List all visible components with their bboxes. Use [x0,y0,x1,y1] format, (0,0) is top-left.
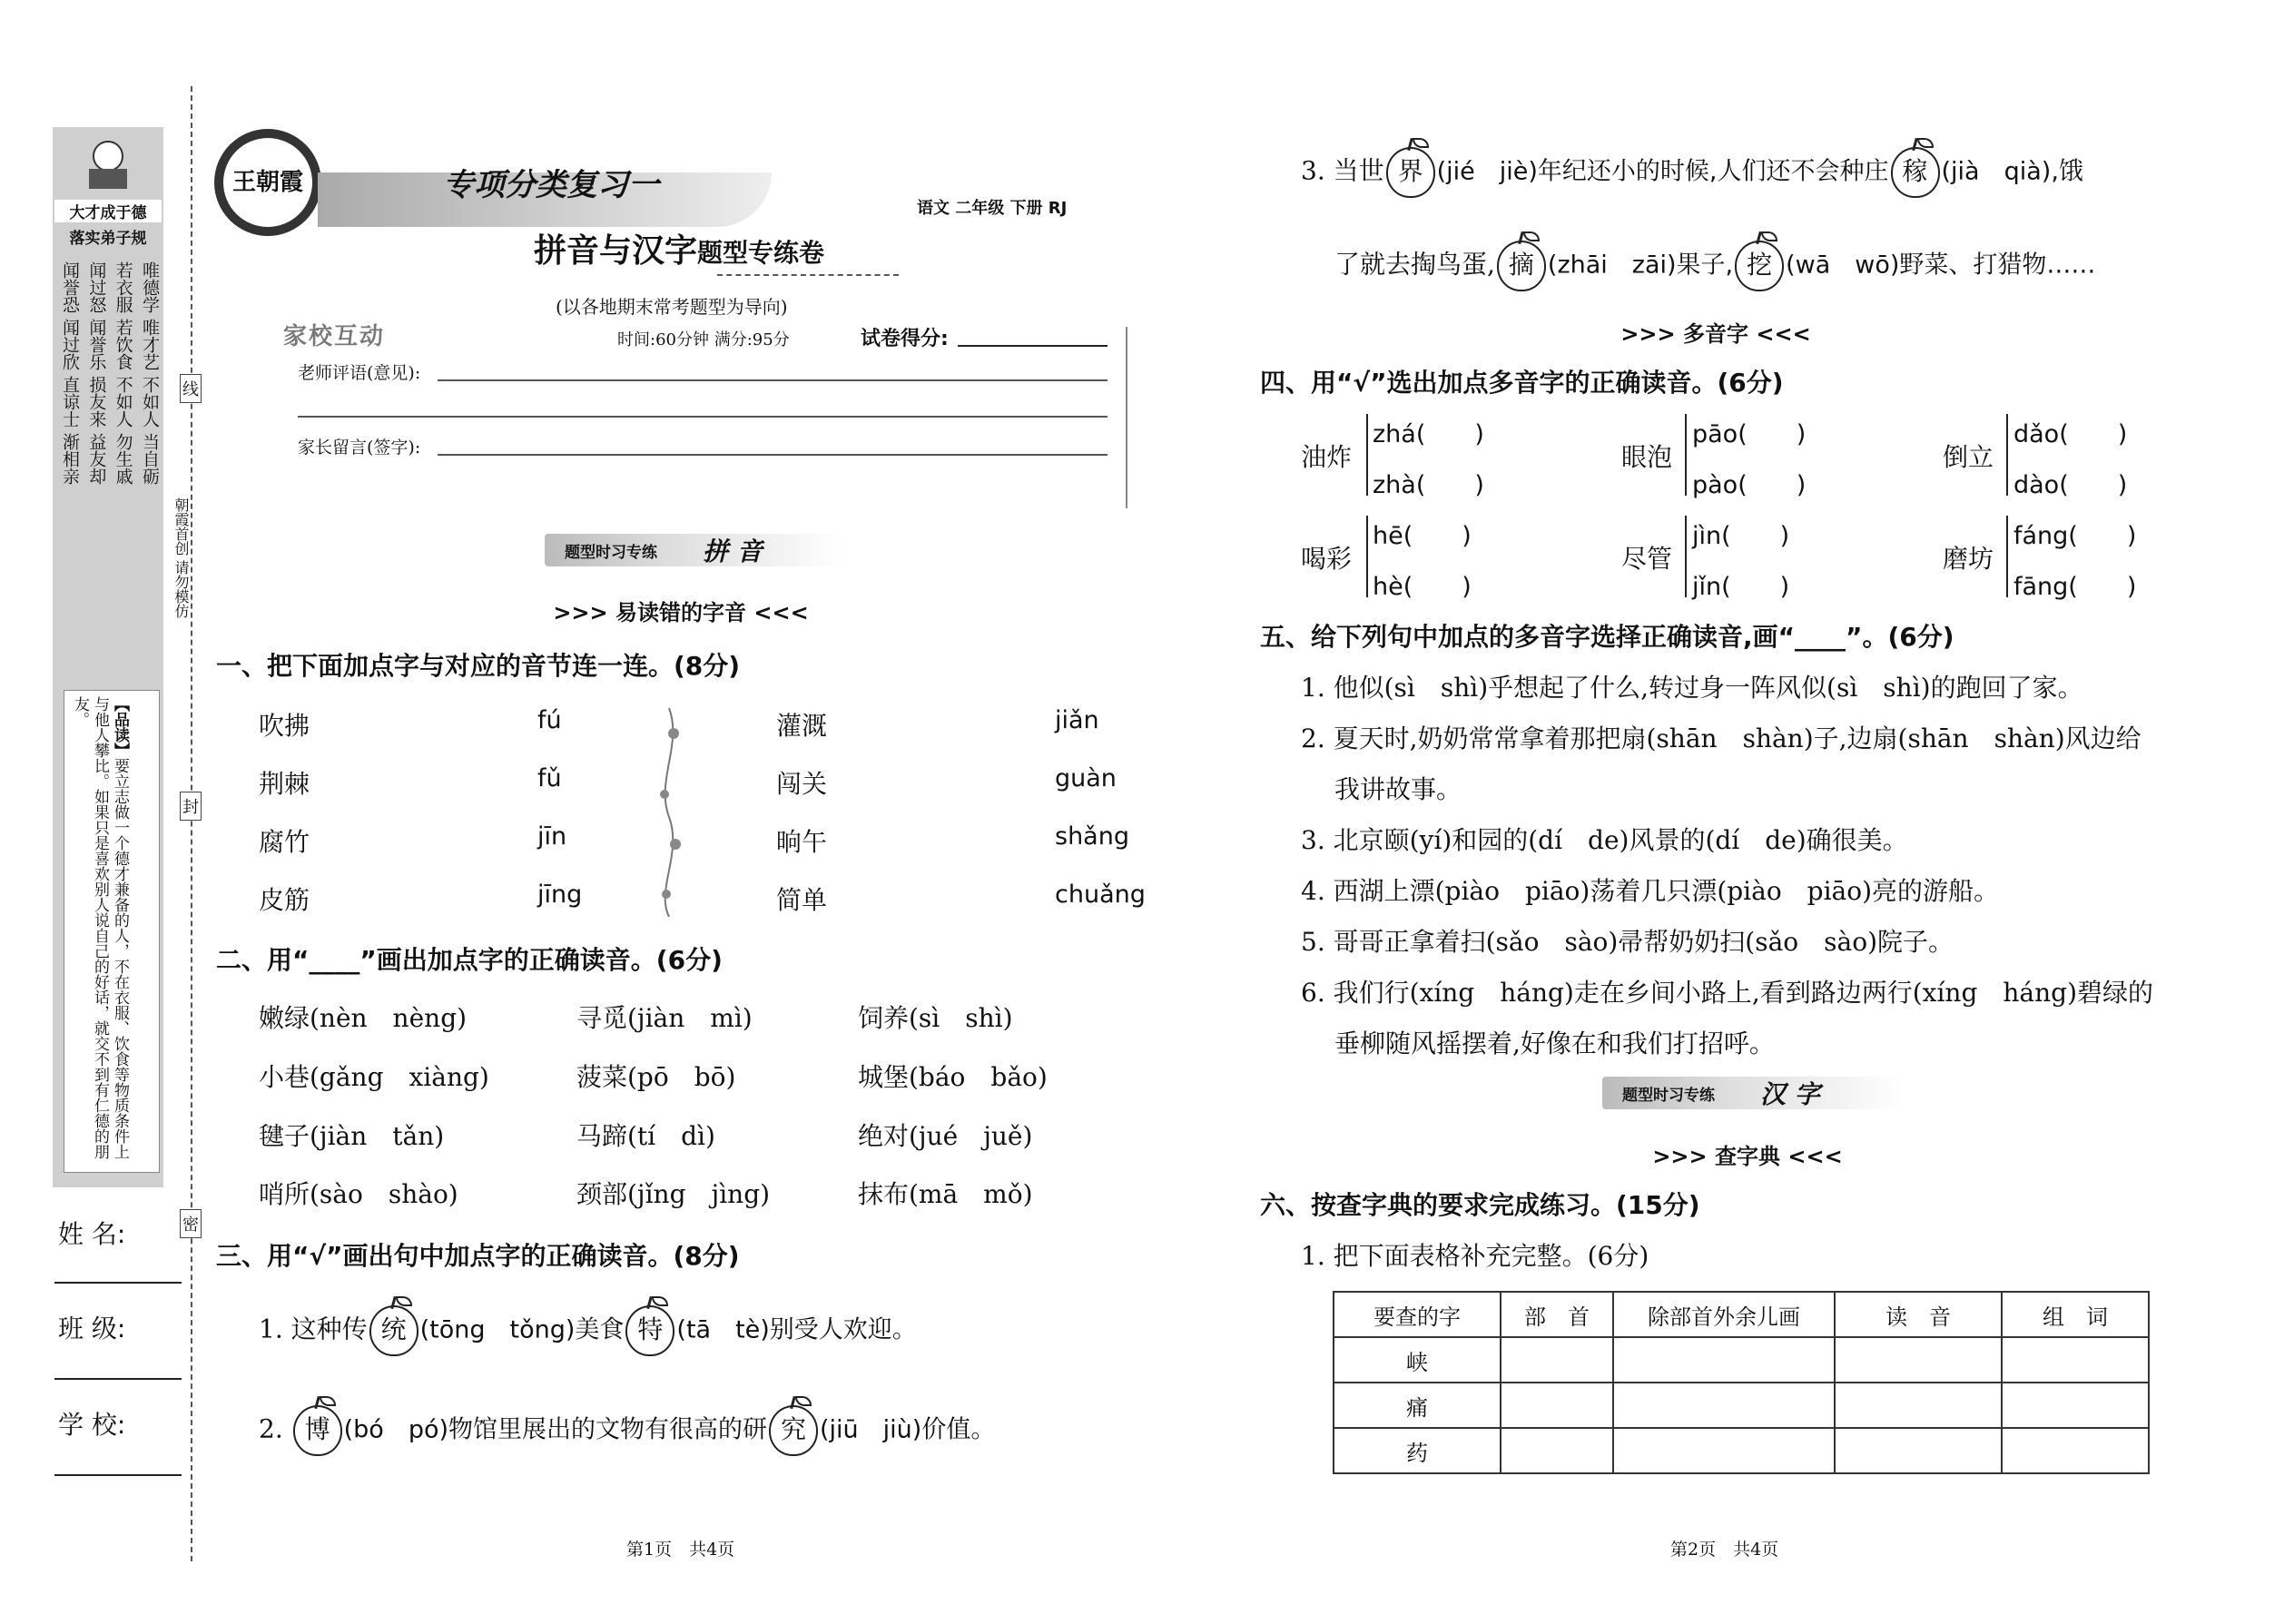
dictionary-table [1333,1291,2150,1474]
table-header: 除部首外余儿画 [1613,1292,1835,1337]
table-cell[interactable] [1835,1337,2002,1383]
q2-item[interactable]: 毽子(jiàn tǎn) [259,1121,445,1151]
q2-item[interactable]: 马蹄(tí dì) [576,1121,715,1151]
mascot-avatar [71,136,145,192]
question-6: 六、按查字典的要求完成练习。(15分) [1260,1190,1700,1220]
school-label: 学 校: [58,1410,126,1440]
score-field[interactable] [958,345,1108,347]
q4-word: 尽管 [1621,544,1673,574]
table-header: 要查的字 [1334,1292,1501,1337]
q1-left-word: 皮筋 [259,885,310,915]
q4-brace [2006,414,2008,496]
vine-divider [655,708,683,920]
q1-left-pinyin[interactable]: fú [537,706,562,734]
parent-label: 家长留言(签字): [298,438,421,458]
table-cell[interactable] [1613,1337,1835,1383]
table-cell[interactable] [1835,1428,2002,1473]
q1-left-word: 吹拂 [259,711,310,741]
sidebar-reading [64,690,160,1173]
brand-vertical: 朝霞首创 请勿模仿 [172,497,190,619]
header-frame-line [1126,327,1127,508]
q1-right-pinyin[interactable]: chuǎng [1055,881,1146,909]
banner-label: 题型时习专练 [1622,1086,1715,1105]
q5-line[interactable]: 1. 他似(sì shì)乎想起了什么,转过身一阵风似(sì shì)的跑回了家。 [1301,673,2083,703]
parent-line[interactable] [438,454,1108,456]
poem-col: 直谅士 [60,376,80,428]
q5-line[interactable]: 4. 西湖上漂(piào piāo)荡着几只漂(piào piāo)亮的游船。 [1301,876,2000,906]
poem-col: 不如人 [113,376,133,428]
q4-option[interactable]: hè( ) [1373,573,1472,601]
apple-char: 摘 [1497,241,1546,291]
q2-item[interactable]: 抹布(mā mǒ) [858,1179,1033,1209]
poem-col: 闻誉乐 [86,319,107,370]
q4-option[interactable]: zhà( ) [1373,471,1484,499]
table-cell[interactable] [2002,1428,2149,1473]
q5-line[interactable]: 5. 哥哥正拿着扫(sǎo sào)帚帮奶奶扫(sǎo sào)院子。 [1301,927,1954,957]
title-main: 拼音与汉字 [534,232,698,270]
class-field[interactable] [54,1378,182,1380]
name-label: 姓 名: [58,1219,126,1249]
table-header: 部 首 [1501,1292,1613,1337]
q4-brace [1685,414,1687,496]
poem-col: 当自砺 [139,433,160,485]
poem-col: 勿生戚 [113,433,133,485]
apple-char: 界 [1386,147,1435,198]
header-meta: 语文 二年级 下册 RJ [917,199,1068,218]
q4-option[interactable]: dào( ) [2013,471,2128,499]
logo-text: 王朝霞 [223,138,312,227]
q1-left-word: 腐竹 [259,827,310,857]
reading-text: 要立志做一个德才兼备的人，不在衣服、饮食等物质条件上与他人攀比。如果只是喜欢别人说自己的好话，就交不到有仁德的朋友。 [71,696,129,1159]
teacher-line-1[interactable] [438,379,1108,381]
q1-right-pinyin[interactable]: shǎng [1055,822,1129,851]
school-field[interactable] [54,1474,182,1476]
logo-seal [214,129,321,236]
q3-sentence-3: 3. 当世 界 (jié jiè)年纪还小的时候,人们还不会种庄 稼 (jià qià),饿 [1301,147,2083,198]
q1-right-word: 简单 [776,885,828,915]
table-header: 组 词 [2002,1292,2149,1337]
q4-brace [1366,414,1368,496]
table-cell[interactable] [1501,1337,1613,1383]
q5-line[interactable]: 3. 北京颐(yí)和园的(dí de)风景的(dí de)确很美。 [1301,825,1908,855]
q2-item[interactable]: 颈部(jǐng jìng) [576,1179,771,1209]
q4-option[interactable]: pāo( ) [1692,420,1807,448]
poem-col: 损友来 [86,376,107,428]
q4-word: 磨坊 [1943,544,1994,574]
q3-sentence-1: 1. 这种传 统 (tōng tǒng)美食 特 (tā tè)别受人欢迎。 [259,1305,917,1356]
time-text: 时间:60分钟 满分:95分 [617,330,790,349]
q2-item[interactable]: 菠菜(pō bō) [576,1062,736,1092]
q4-brace [2006,516,2008,597]
q2-item[interactable]: 城堡(báo bǎo) [858,1062,1048,1092]
cut-mark: 密 [180,1209,202,1238]
q1-right-word: 灌溉 [776,711,828,741]
q4-option[interactable]: pào( ) [1692,471,1807,499]
q2-item[interactable]: 绝对(jué juě) [858,1121,1033,1151]
q1-left-pinyin[interactable]: jīn [537,822,567,851]
poem-col: 益友却 [86,433,107,485]
q1-left-pinyin[interactable]: jīng [537,881,583,909]
class-label: 班 级: [58,1314,126,1343]
table-header-row [1334,1292,2149,1337]
sidebar-poem [60,261,160,688]
heart-vine-icon [655,708,683,917]
q4-option[interactable]: zhá( ) [1373,420,1484,448]
title-suffix: 题型专练卷 [697,238,825,268]
banner-label: 题型时习专练 [565,543,657,562]
section-banner-pinyin [545,534,844,566]
sidebar-motto-2: 落实弟子规 [69,230,147,248]
q5-line: 垂柳随风摇摆着,好像在和我们打招呼。 [1334,1029,1775,1058]
title-underline [717,274,899,276]
section-banner-hanzi [1602,1077,1902,1109]
subsection-easy-misread: >>> 易读错的字音 <<< [553,600,809,625]
banner-title: 拼 音 [703,536,763,566]
apple-char: 特 [625,1305,674,1356]
series-title: 专项分类复习一 [443,167,659,203]
q5-line[interactable]: 6. 我们行(xíng háng)走在乡间小路上,看到路边两行(xíng háng)碧绿的 [1301,978,2153,1008]
table-row [1334,1337,2149,1383]
q4-option[interactable]: dǎo( ) [2013,420,2128,448]
poem-col: 唯才艺 [139,319,160,370]
table-char: 痛 [1334,1383,1501,1428]
poem-col: 闻誉恐 [60,261,80,313]
q1-right-word: 晌午 [776,827,828,857]
home-school-label: 家校互动 [283,323,386,350]
table-cell[interactable] [1835,1383,2002,1428]
q4-word: 喝彩 [1301,544,1353,574]
table-cell[interactable] [1613,1383,1835,1428]
name-field[interactable] [54,1282,182,1284]
apple-char: 究 [769,1405,818,1456]
cut-mark: 线 [180,374,202,403]
q3-sentence-2: 2. 博 (bó pó)物馆里展出的文物有很高的研 究 (jiū jiù)价值。 [259,1405,995,1456]
score-label: 试卷得分: [861,328,949,350]
table-cell[interactable] [1501,1383,1613,1428]
question-2: 二、用“____”画出加点字的正确读音。(6分) [216,945,723,975]
q4-option[interactable]: jǐn( ) [1692,573,1790,601]
q4-word: 倒立 [1943,442,1994,472]
table-char: 峡 [1334,1337,1501,1383]
q4-option[interactable]: fáng( ) [2013,522,2137,550]
subsection-polyphone: >>> 多音字 <<< [1620,321,1811,347]
apple-char: 统 [369,1305,418,1356]
question-3: 三、用“√”画出句中加点字的正确读音。(8分) [216,1241,740,1271]
question-5: 五、给下列句中加点的多音字选择正确读音,画“____”。(6分) [1260,622,1954,652]
reading-label: 【品读】 [111,696,129,758]
table-cell[interactable] [1613,1428,1835,1473]
page-number-left: 第1页 共4页 [626,1540,735,1560]
q4-word: 眼泡 [1621,442,1673,472]
subsection-dictionary: >>> 查字典 <<< [1652,1144,1843,1169]
q2-item[interactable]: 嫩绿(nèn nèng) [259,1003,468,1033]
q1-right-pinyin[interactable]: jiǎn [1055,706,1099,734]
table-row [1334,1428,2149,1473]
scholar-icon [71,136,145,192]
q5-line: 我讲故事。 [1334,774,1462,804]
table-char: 药 [1334,1428,1501,1473]
cut-mark: 封 [180,792,202,821]
banner-title: 汉 字 [1760,1079,1820,1109]
q4-option[interactable]: hē( ) [1373,522,1472,550]
table-row [1334,1383,2149,1428]
q4-option[interactable]: jìn( ) [1692,522,1790,550]
q2-item[interactable]: 哨所(sào shào) [259,1179,458,1209]
q2-item[interactable]: 寻觅(jiàn mì) [576,1003,753,1033]
question-1: 一、把下面加点字与对应的音节连一连。(8分) [216,651,741,681]
q1-left-pinyin[interactable]: fǔ [537,764,562,792]
q1-right-word: 闯关 [776,769,828,799]
cut-line [191,86,192,1561]
poem-col: 唯德学 [139,261,160,313]
q1-left-word: 荆棘 [259,769,310,799]
q6-part-1: 1. 把下面表格补充完整。(6分) [1301,1241,1649,1271]
table-header: 读 音 [1835,1292,2002,1337]
poem-col: 闻过欣 [60,319,80,370]
q2-item[interactable]: 小巷(gǎng xiàng) [259,1062,489,1092]
sidebar-motto-1: 大才成于德 [54,200,162,222]
q3-sentence-3b: 了就去掏鸟蛋, 摘 (zhāi zāi)果子, 挖 (wā wō)野菜、打猎物…… [1334,241,2095,291]
page-number-right: 第2页 共4页 [1670,1540,1779,1560]
poem-col: 闻过怒 [86,261,107,313]
page-title [534,225,824,271]
q2-item[interactable]: 饲养(sì shì) [858,1003,1013,1033]
question-4: 四、用“√”选出加点多音字的正确读音。(6分) [1260,368,1784,398]
q4-word: 油炸 [1301,442,1353,472]
apple-char: 稼 [1891,147,1940,198]
table-cell[interactable] [2002,1337,2149,1383]
poem-col: 渐相亲 [60,433,80,485]
q1-right-pinyin[interactable]: guàn [1055,764,1117,792]
q4-brace [1685,516,1687,597]
teacher-line-2[interactable] [298,416,1108,418]
guide-text: (以各地期末常考题型为导向) [556,296,788,318]
q4-option[interactable]: fāng( ) [2013,573,2137,601]
q5-line[interactable]: 2. 夏天时,奶奶常常拿着那把扇(shān shàn)子,边扇(shān shàn)风边给 [1301,723,2141,753]
poem-col: 不如人 [139,376,160,428]
q4-brace [1366,516,1368,597]
poem-col: 若饮食 [113,319,133,370]
table-cell[interactable] [2002,1383,2149,1428]
table-cell[interactable] [1501,1428,1613,1473]
apple-char: 挖 [1735,241,1784,291]
apple-char: 博 [293,1405,342,1456]
teacher-label: 老师评语(意见): [298,363,421,383]
poem-col: 若衣服 [113,261,133,313]
